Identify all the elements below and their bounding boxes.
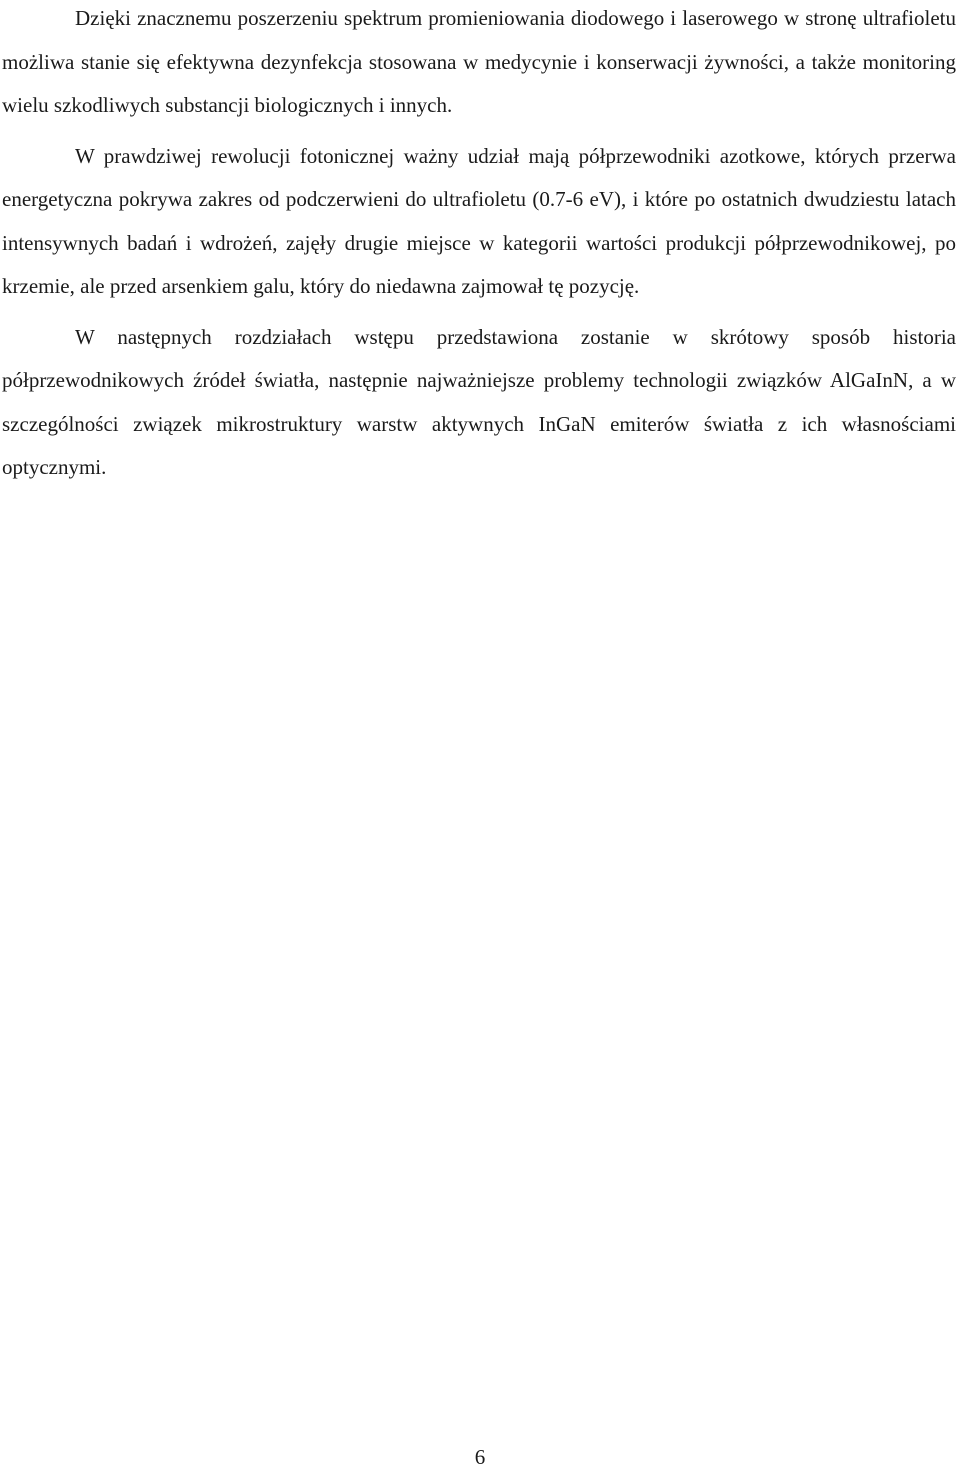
- body-text: [2, 0, 956, 490]
- paragraph-1: Dzięki znacznemu poszerzeniu spektrum promieniowania diodowego i laserowego w stronę ultrafioletu możliwa stanie się efektywna dezynfekcja stosowana w medycynie i konserwacji żywności, a także monitoring wielu szkodliwych substancji biologicznych i innych.: [2, 6, 956, 117]
- paragraph-3: W następnych rozdziałach wstępu przedstawiona zostanie w skrótowy sposób historia półprzewodnikowych źródeł światła, następnie najważniejsze problemy technologii związków AlGaInN, a w szczególności związek mikrostruktury warstw aktywnych InGaN emiterów światła z ich własnościami optycznymi.: [2, 324, 956, 479]
- paragraph-2: W prawdziwej rewolucji fotonicznej ważny udział mają półprzewodniki azotkowe, których przerwa energetyczna pokrywa zakres od podczerwieni do ultrafioletu (0.7-6 eV), i które po ostatnich dwudziestu latach intensywnych badań i wdrożeń, zajęły drugie miejsce w kategorii wartości produkcji półprzewodnikowej, po krzemie, ale przed arsenkiem galu, który do niedawna zajmował tę pozycję.: [2, 143, 956, 298]
- page-number: 6: [474, 1445, 486, 1469]
